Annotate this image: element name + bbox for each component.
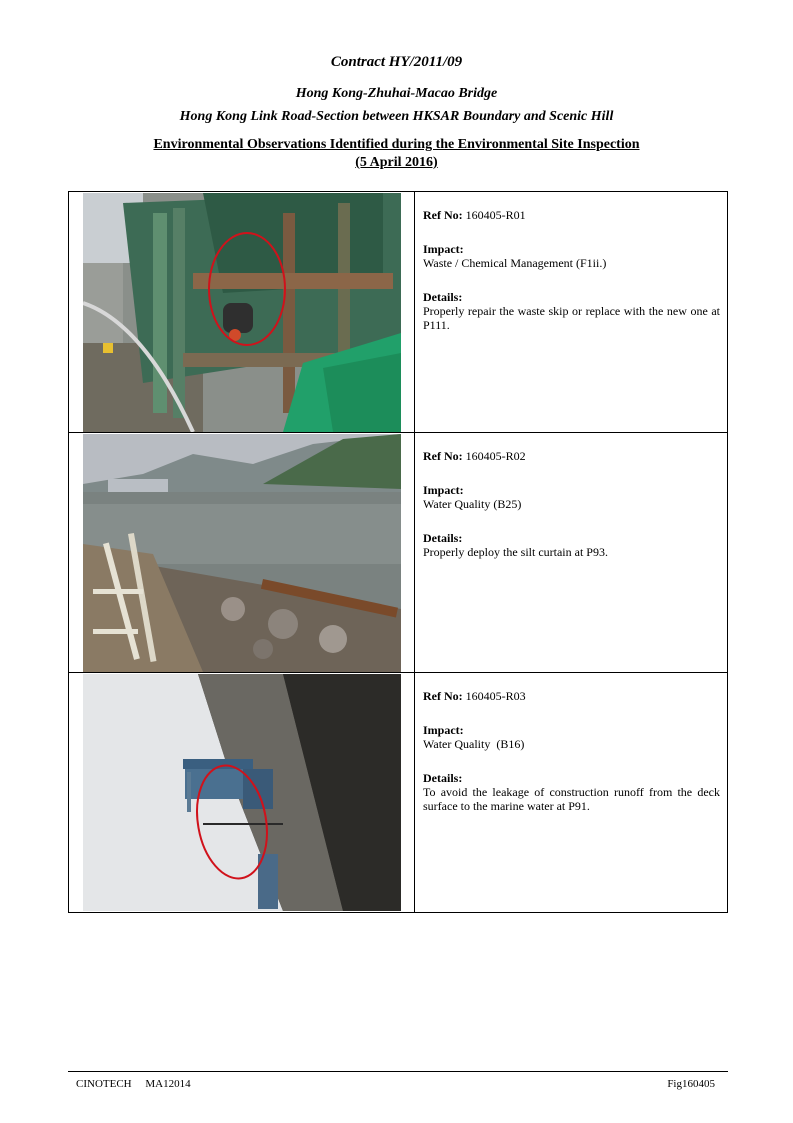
impact-value: Water Quality (B16) [423,737,525,751]
ref-no-value: 160405-R01 [465,208,526,222]
observation-details [415,673,727,912]
ref-no-label: Ref No: [423,208,463,222]
ref-no-value: 160405-R03 [465,689,526,703]
photo-cell [69,433,415,672]
details-label: Details: [423,290,463,304]
project-subtitle: Hong Kong Link Road-Section between HKSAR Boundary and Scenic Hill [179,109,614,124]
details-value: Properly repair the waste skip or replace with the new one at P111. [423,304,720,332]
footer-figure-number: Fig160405 [667,1078,715,1090]
footer-divider [68,1071,728,1072]
observation-row [69,433,727,673]
inspection-date: (5 April 2016) [355,155,438,170]
contract-number: Contract HY/2011/09 [330,54,463,70]
project-title: Hong Kong-Zhuhai-Macao Bridge [295,86,498,101]
observations-table [68,191,728,913]
observation-row [69,673,727,912]
ref-no-label: Ref No: [423,449,463,463]
impact-label: Impact: [423,242,464,256]
ref-no-label: Ref No: [423,689,463,703]
observation-details [415,433,727,672]
waste-skip-photo [83,193,401,432]
bridge-deck-photo [83,674,401,911]
details-value: To avoid the leakage of construction runoff from the deck surface to the marine water at P91. [423,785,720,813]
observation-details [415,192,727,432]
details-label: Details: [423,771,463,785]
impact-value: Waste / Chemical Management (F1ii.) [423,256,607,270]
impact-label: Impact: [423,483,464,497]
footer-company-ref: CINOTECH MA12014 [76,1078,191,1090]
observation-row [69,192,727,433]
silt-curtain-photo [83,434,401,672]
ref-no-value: 160405-R02 [465,449,526,463]
details-label: Details: [423,531,463,545]
photo-cell [69,673,415,912]
document-heading: Environmental Observations Identified during the Environmental Site Inspection [153,137,640,152]
details-value: Properly deploy the silt curtain at P93. [423,545,608,559]
impact-value: Water Quality (B25) [423,497,522,511]
impact-label: Impact: [423,723,464,737]
photo-cell [69,192,415,432]
